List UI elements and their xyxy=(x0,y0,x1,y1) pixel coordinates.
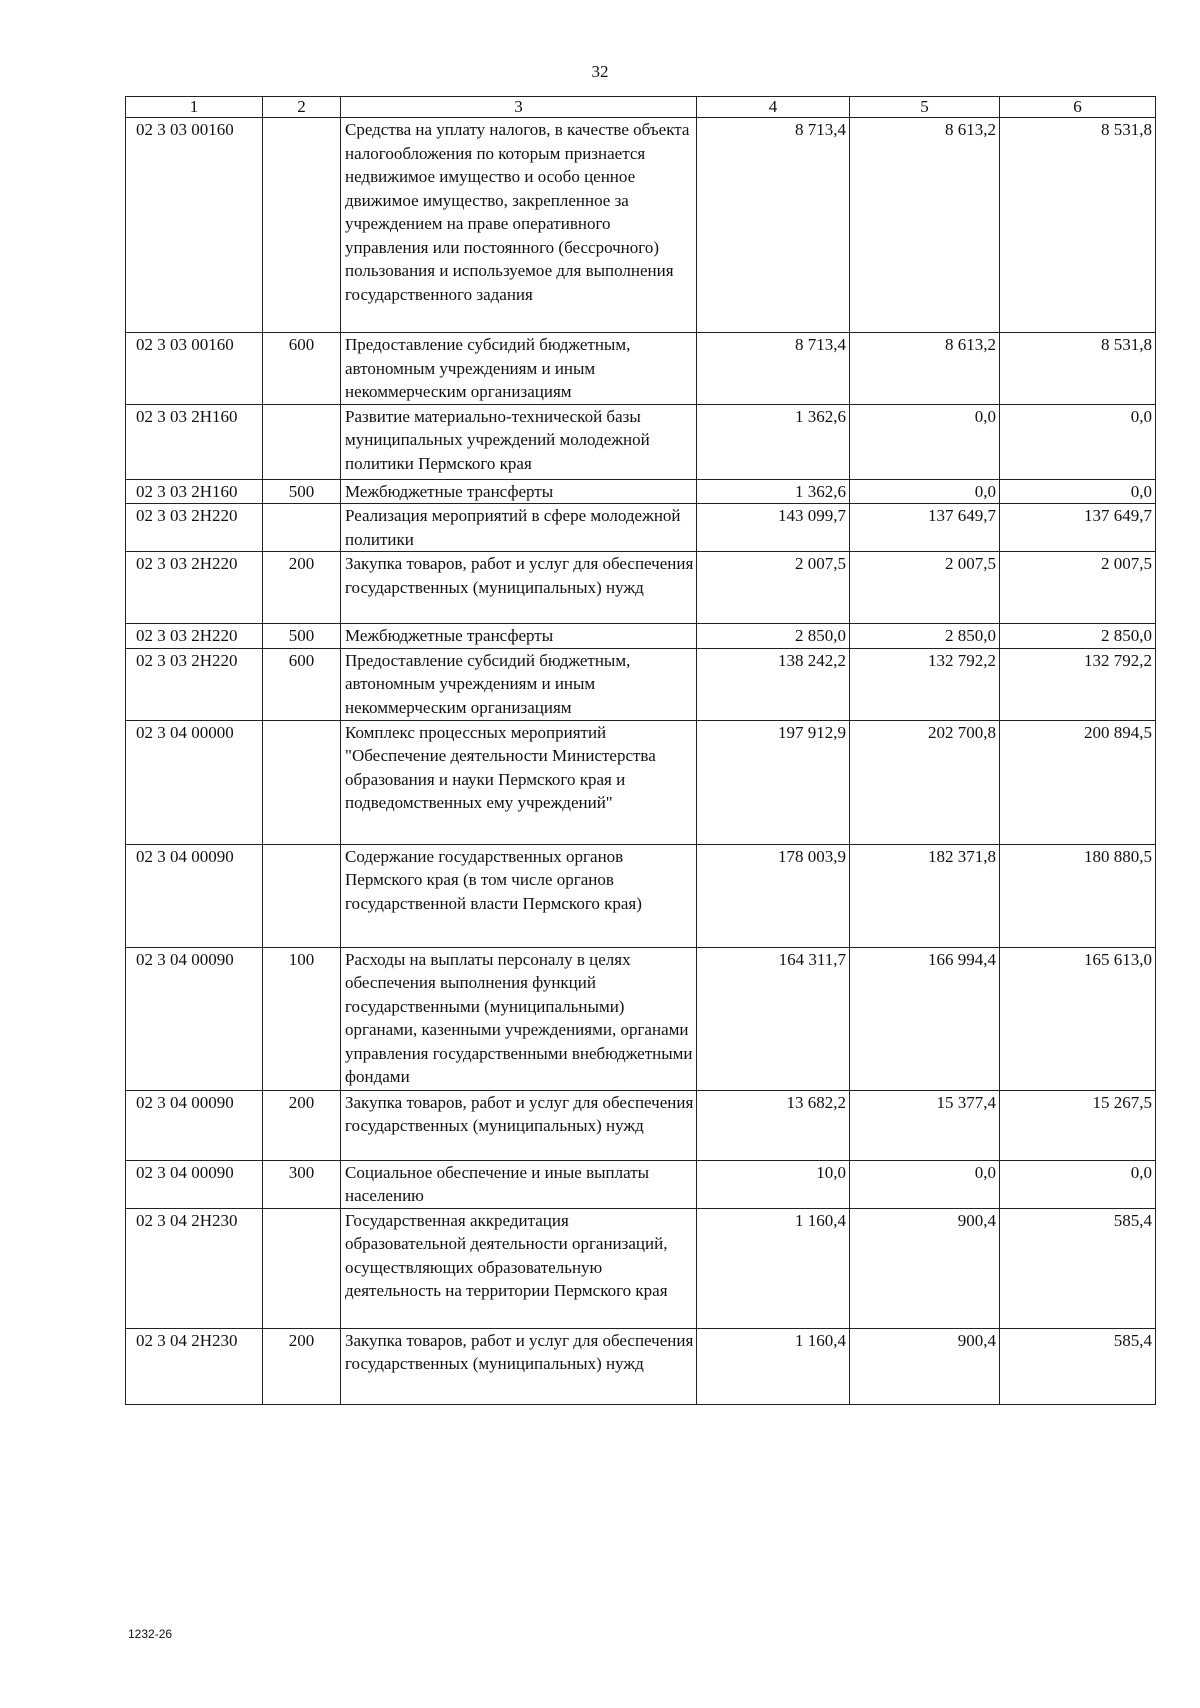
row-value-col5: 15 377,4 xyxy=(850,1090,1000,1160)
row-value-col6: 8 531,8 xyxy=(1000,333,1156,405)
row-value-col6: 2 850,0 xyxy=(1000,624,1156,649)
row-description: Государственная аккредитация образовательной деятельности организаций, осуществляющих образовательную деятельность на территории Пермского края xyxy=(341,1208,697,1328)
row-description: Предоставление субсидий бюджетным, автономным учреждениям и иным некоммерческим организациям xyxy=(341,648,697,720)
table-row xyxy=(126,404,1156,479)
row-expense-type: 200 xyxy=(263,1090,341,1160)
budget-table xyxy=(125,96,1156,1405)
row-value-col5: 137 649,7 xyxy=(850,504,1000,552)
row-value-col5: 132 792,2 xyxy=(850,648,1000,720)
row-code: 02 3 03 2Н160 xyxy=(126,479,263,504)
page-number: 32 xyxy=(591,62,609,81)
row-value-col4: 143 099,7 xyxy=(697,504,850,552)
row-code: 02 3 04 2Н230 xyxy=(126,1208,263,1328)
table-row xyxy=(126,947,1156,1090)
table-row xyxy=(126,1328,1156,1404)
row-code: 02 3 03 2Н220 xyxy=(126,552,263,624)
row-value-col6: 132 792,2 xyxy=(1000,648,1156,720)
table-row xyxy=(126,504,1156,552)
row-value-col6: 137 649,7 xyxy=(1000,504,1156,552)
row-expense-type xyxy=(263,720,341,844)
row-description: Предоставление субсидий бюджетным, автономным учреждениям и иным некоммерческим организациям xyxy=(341,333,697,405)
document-code: 1232-26 xyxy=(128,1627,173,1641)
table-row xyxy=(126,1208,1156,1328)
row-description: Содержание государственных органов Пермского края (в том числе органов государственной власти Пермского края) xyxy=(341,844,697,947)
row-value-col5: 900,4 xyxy=(850,1328,1000,1404)
row-code: 02 3 04 00090 xyxy=(126,844,263,947)
row-value-col5: 182 371,8 xyxy=(850,844,1000,947)
row-value-col4: 2 850,0 xyxy=(697,624,850,649)
row-description: Развитие материально-технической базы муниципальных учреждений молодежной политики Пермского края xyxy=(341,404,697,479)
row-value-col4: 178 003,9 xyxy=(697,844,850,947)
row-value-col4: 1 160,4 xyxy=(697,1208,850,1328)
row-value-col5: 900,4 xyxy=(850,1208,1000,1328)
row-value-col4: 8 713,4 xyxy=(697,333,850,405)
row-value-col5: 2 007,5 xyxy=(850,552,1000,624)
row-value-col6: 0,0 xyxy=(1000,479,1156,504)
row-value-col6: 15 267,5 xyxy=(1000,1090,1156,1160)
row-value-col5: 8 613,2 xyxy=(850,333,1000,405)
col-header-3: 3 xyxy=(341,97,697,118)
row-description: Расходы на выплаты персоналу в целях обеспечения выполнения функций государственными (муниципальными) органами, казенными учреждениями, органами управления государственными внебюджетными фондами xyxy=(341,947,697,1090)
row-value-col6: 8 531,8 xyxy=(1000,118,1156,333)
row-value-col6: 585,4 xyxy=(1000,1328,1156,1404)
row-description: Социальное обеспечение и иные выплаты населению xyxy=(341,1160,697,1208)
row-expense-type: 600 xyxy=(263,333,341,405)
table-row xyxy=(126,118,1156,333)
row-expense-type xyxy=(263,404,341,479)
row-expense-type xyxy=(263,1208,341,1328)
table-row xyxy=(126,720,1156,844)
row-value-col4: 138 242,2 xyxy=(697,648,850,720)
table-row xyxy=(126,1090,1156,1160)
row-code: 02 3 03 2Н160 xyxy=(126,404,263,479)
row-value-col4: 2 007,5 xyxy=(697,552,850,624)
table-row xyxy=(126,844,1156,947)
row-code: 02 3 03 2Н220 xyxy=(126,624,263,649)
row-value-col5: 2 850,0 xyxy=(850,624,1000,649)
col-header-6: 6 xyxy=(1000,97,1156,118)
row-value-col4: 10,0 xyxy=(697,1160,850,1208)
row-expense-type: 500 xyxy=(263,624,341,649)
row-value-col4: 1 160,4 xyxy=(697,1328,850,1404)
row-expense-type: 200 xyxy=(263,1328,341,1404)
col-header-1: 1 xyxy=(126,97,263,118)
row-value-col5: 0,0 xyxy=(850,1160,1000,1208)
row-value-col5: 0,0 xyxy=(850,404,1000,479)
row-value-col4: 8 713,4 xyxy=(697,118,850,333)
col-header-2: 2 xyxy=(263,97,341,118)
row-code: 02 3 04 00090 xyxy=(126,947,263,1090)
row-code: 02 3 03 2Н220 xyxy=(126,504,263,552)
row-expense-type xyxy=(263,844,341,947)
row-code: 02 3 03 00160 xyxy=(126,118,263,333)
row-value-col4: 13 682,2 xyxy=(697,1090,850,1160)
row-value-col5: 8 613,2 xyxy=(850,118,1000,333)
table-row xyxy=(126,333,1156,405)
row-value-col6: 200 894,5 xyxy=(1000,720,1156,844)
row-expense-type: 500 xyxy=(263,479,341,504)
table-row xyxy=(126,1160,1156,1208)
row-code: 02 3 04 00000 xyxy=(126,720,263,844)
row-expense-type xyxy=(263,504,341,552)
row-value-col6: 165 613,0 xyxy=(1000,947,1156,1090)
row-expense-type: 200 xyxy=(263,552,341,624)
row-value-col4: 1 362,6 xyxy=(697,479,850,504)
row-description: Закупка товаров, работ и услуг для обеспечения государственных (муниципальных) нужд xyxy=(341,552,697,624)
row-description: Межбюджетные трансферты xyxy=(341,479,697,504)
row-value-col6: 0,0 xyxy=(1000,404,1156,479)
row-code: 02 3 03 2Н220 xyxy=(126,648,263,720)
row-description: Межбюджетные трансферты xyxy=(341,624,697,649)
row-description: Закупка товаров, работ и услуг для обеспечения государственных (муниципальных) нужд xyxy=(341,1090,697,1160)
row-code: 02 3 04 00090 xyxy=(126,1090,263,1160)
row-description: Средства на уплату налогов, в качестве объекта налогообложения по которым признается недвижимое имущество и особо ценное движимое имущество, закрепленное за учреждением на праве оперативного управления или постоянного (бессрочного) пользования и используемое для выполнения государственного задания xyxy=(341,118,697,333)
table-row xyxy=(126,624,1156,649)
row-expense-type xyxy=(263,118,341,333)
row-value-col6: 180 880,5 xyxy=(1000,844,1156,947)
row-value-col4: 197 912,9 xyxy=(697,720,850,844)
row-expense-type: 600 xyxy=(263,648,341,720)
table-row xyxy=(126,648,1156,720)
row-code: 02 3 04 2Н230 xyxy=(126,1328,263,1404)
row-value-col6: 585,4 xyxy=(1000,1208,1156,1328)
row-expense-type: 300 xyxy=(263,1160,341,1208)
header-row xyxy=(126,97,1156,118)
table-row xyxy=(126,552,1156,624)
row-code: 02 3 04 00090 xyxy=(126,1160,263,1208)
row-code: 02 3 03 00160 xyxy=(126,333,263,405)
row-description: Закупка товаров, работ и услуг для обеспечения государственных (муниципальных) нужд xyxy=(341,1328,697,1404)
row-description: Реализация мероприятий в сфере молодежной политики xyxy=(341,504,697,552)
row-value-col4: 164 311,7 xyxy=(697,947,850,1090)
row-value-col5: 0,0 xyxy=(850,479,1000,504)
row-value-col4: 1 362,6 xyxy=(697,404,850,479)
row-expense-type: 100 xyxy=(263,947,341,1090)
row-description: Комплекс процессных мероприятий "Обеспечение деятельности Министерства образования и науки Пермского края и подведомственных ему учреждений" xyxy=(341,720,697,844)
table-row xyxy=(126,479,1156,504)
row-value-col5: 166 994,4 xyxy=(850,947,1000,1090)
row-value-col6: 2 007,5 xyxy=(1000,552,1156,624)
col-header-4: 4 xyxy=(697,97,850,118)
row-value-col6: 0,0 xyxy=(1000,1160,1156,1208)
col-header-5: 5 xyxy=(850,97,1000,118)
row-value-col5: 202 700,8 xyxy=(850,720,1000,844)
